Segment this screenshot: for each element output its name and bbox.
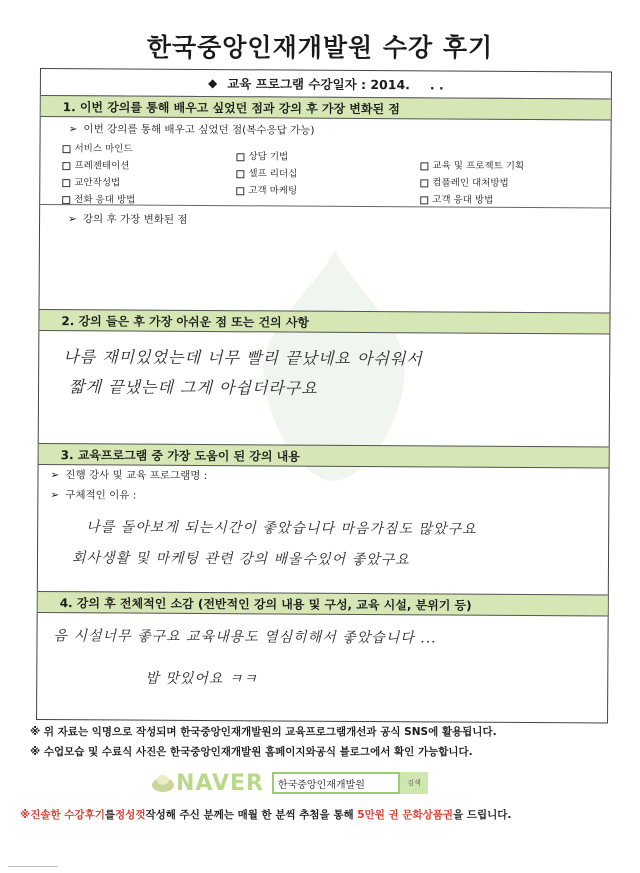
handwritten-answer-3-line-2: 회사생활 및 마케팅 관련 강의 배울수있어 좋았구요 xyxy=(71,550,410,569)
page-title: 한국중앙인재개발원 수강 후기 xyxy=(146,33,494,62)
note-photos: ※ 수업모습 및 수료식 사진은 한국중앙인재개발원 홈페이지와공식 블로그에서 확인 가능합니다. xyxy=(30,746,473,758)
option-planning[interactable]: 교육 및 프로젝트 기획 xyxy=(420,157,524,172)
review-form xyxy=(36,68,612,723)
prize-notice: ※진솔한 수강후기를정성껏작성해 주신 분께는 매월 한 분씩 추첨을 통해 5만원 권 문화상품권을 드립니다. xyxy=(20,809,512,821)
section-1-heading: 1. 이번 강의를 통해 배우고 싶었던 점과 강의 후 가장 변화된 점 xyxy=(41,95,611,120)
arrow-icon: ➢ xyxy=(50,469,60,482)
handwritten-answer-2-line-2: 짧게 끝냈는데 그게 아쉽더라구요 xyxy=(68,377,318,398)
note-anonymous: ※ 위 자료는 익명으로 작성되며 한국중앙인재개발원의 교육프로그램개선과 공식 SNS에 활용됩니다. xyxy=(30,726,497,738)
program-date-label: 교육 프로그램 수강일자 : 2014. xyxy=(227,76,410,93)
option-self-leadership[interactable]: 셀프 리더십 xyxy=(236,165,297,179)
arrow-icon: ➢ xyxy=(68,213,77,226)
section-3-reason: ➢ 구체적인 이유 : xyxy=(50,489,137,502)
option-customer-marketing[interactable]: 고객 마케팅 xyxy=(236,182,297,196)
option-complaint[interactable]: 컴플레인 대처방법 xyxy=(420,174,509,189)
diamond-icon: ◆ xyxy=(207,76,218,91)
option-phone-service[interactable]: 전화 응대 방법 xyxy=(62,191,135,205)
naver-logo: NAVER xyxy=(176,770,264,796)
naver-search-banner xyxy=(150,770,428,796)
handwritten-answer-2-line-1: 나름 재미있었는데 너무 빨리 끝났네요 아쉬워서 xyxy=(63,347,423,369)
option-lesson-plan[interactable]: 교안작성법 xyxy=(62,174,120,188)
section-3-instructor-program: ➢ 진행 강사 및 교육 프로그램명 : xyxy=(50,469,208,483)
section-3-heading: 3. 교육프로그램 중 가장 도움이 된 강의 내용 xyxy=(39,443,609,468)
section-1-question-change: ➢ 강의 후 가장 변화된 점 xyxy=(68,213,188,226)
naver-search-button[interactable]: 검색 xyxy=(400,772,428,794)
arrow-icon: ➢ xyxy=(50,489,60,502)
section-4-heading: 4. 강의 후 전체적인 소감 (전반적인 강의 내용 및 구성, 교육 시설, 분위기 등) xyxy=(38,591,608,616)
scan-mark xyxy=(8,866,58,867)
option-customer-service[interactable]: 고객 응대 방법 xyxy=(420,191,493,205)
option-counseling[interactable]: 상담 기법 xyxy=(236,148,288,162)
handwritten-answer-3-line-1: 나를 돌아보게 되는시간이 좋았습니다 마음가짐도 많았구요 xyxy=(86,519,477,538)
handwritten-answer-4-line-1: 음 시설너무 좋구요 교육내용도 열심히해서 좋았습니다 ... xyxy=(53,628,437,647)
option-presentation[interactable]: 프레젠테이션 xyxy=(62,157,129,171)
program-date-blank: . . xyxy=(429,76,444,92)
section-1-question-learn: ➢ 이번 강의를 통해 배우고 싶었던 점(복수응답 가능) xyxy=(68,123,315,137)
handwritten-answer-4-line-2: 밥 맛있어요 ㅋㅋ xyxy=(145,670,258,688)
naver-search-input[interactable]: 한국중앙인재개발원 xyxy=(272,772,400,794)
arrow-icon: ➢ xyxy=(68,123,78,136)
option-service-mind[interactable]: 서비스 마인드 xyxy=(62,140,132,154)
divider xyxy=(40,204,610,208)
leaf-logo-icon xyxy=(150,772,176,794)
section-2-heading: 2. 강의 들은 후 가장 아쉬운 점 또는 건의 사항 xyxy=(39,309,609,334)
